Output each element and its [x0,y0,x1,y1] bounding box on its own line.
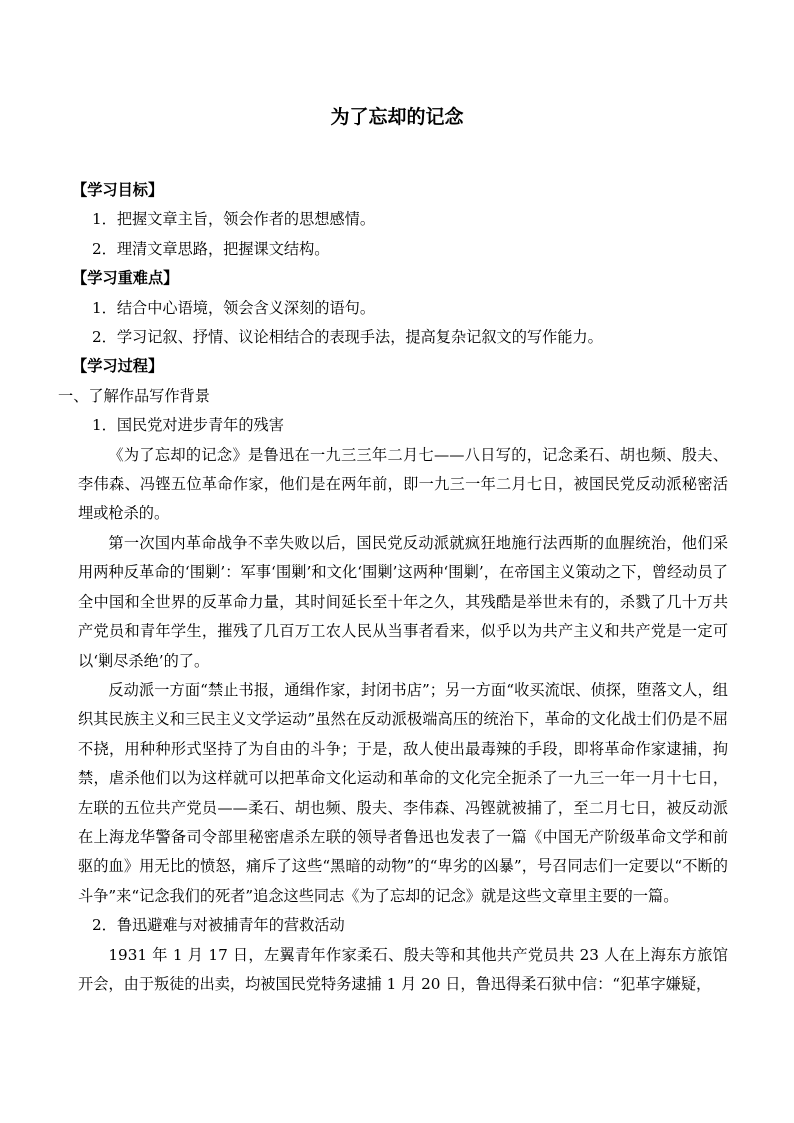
section-heading-objectives: 【学习目标】 [72,181,164,199]
objective-item-2: 2．理清文章思路，把握课文结构。 [92,239,330,258]
objective-item-1: 1．把握文章主旨，领会作者的思想感情。 [92,210,376,229]
keypoint-item-1: 1．结合中心语境，领会含义深刻的语句。 [92,298,376,317]
process-subheading-1: 1．国民党对进步青年的残害 [92,416,284,435]
document-title: 为了忘却的记念 [330,106,464,128]
keypoint-item-2: 2．学习记叙、抒情、议论相结合的表现手法，提高复杂记叙文的写作能力。 [92,328,603,347]
paragraph-4: 1931 年 1 月 17 日，左翼青年作家柔石、殷夫等和其他共产党员共 23 人在上海东方旅馆开会，由于叛徒的出卖，均被国民党特务逮捕 1 月 20 日，鲁迅得柔石狱中信：“犯革字嫌疑， [78,945,728,993]
paragraph-2: 第一次国内革命战争不幸失败以后，国民党反动派就疯狂地施行法西斯的血腥统治，他们采用两种反革命的‘围剿’：军事‘围剿’和文化‘围剿’这两种‘围剿’，在帝国主义策动之下，曾经动员了全中国和全世界的反革命力量，其时间延长至十年之久，其残酷是举世未有的，杀戮了几十万共产党员和青年学生，摧残了几百万工农人民从当事者看来，似乎以为共产主义和共产党是一定可以‘剿尽杀绝’的了。 [78,533,728,670]
paragraph-3: 反动派一方面“禁止书报，通缉作家，封闭书店”；另一方面“收买流氓、侦探，堕落文人，组织其民族主义和三民主义文学运动”虽然在反动派极端高压的统治下，革命的文化战士们仍是不屈不挠，用种种形式坚持了为自由的斗争；于是，敌人使出最毒辣的手段，即将革命作家逮捕，拘禁，虐杀他们以为这样就可以把革命文化运动和革命的文化完全扼杀了一九三一年一月十七日，左联的五位共产党员——柔石、胡也频、殷夫、李伟森、冯铿就被捕了，至二月七日，被反动派在上海龙华警备司令部里秘密虐杀左联的领导者鲁迅也发表了一篇《中国无产阶级革命文学和前驱的血》用无比的愤怒，痛斥了这些“黑暗的动物”的“卑劣的凶暴”，号召同志们一定要以“不断的斗争”来“记念我们的死者”追念这些同志《为了忘却的记念》就是这些文章里主要的一篇。 [78,680,728,905]
document-body [58,176,728,999]
section-heading-keypoints: 【学习重难点】 [72,269,179,288]
process-subheading-2: 2．鲁迅避难与对被捕青年的营救活动 [92,916,345,935]
paragraph-1: 《为了忘却的记念》是鲁迅在一九三三年二月七——八日写的，记念柔石、胡也频、殷夫、李伟森、冯铿五位革命作家，他们是在两年前，即一九三一年二月七日，被国民党反动派秘密活埋或枪杀的。 [78,445,728,523]
process-part-1: 一、了解作品写作背景 [58,386,210,405]
section-heading-process: 【学习过程】 [72,357,164,376]
